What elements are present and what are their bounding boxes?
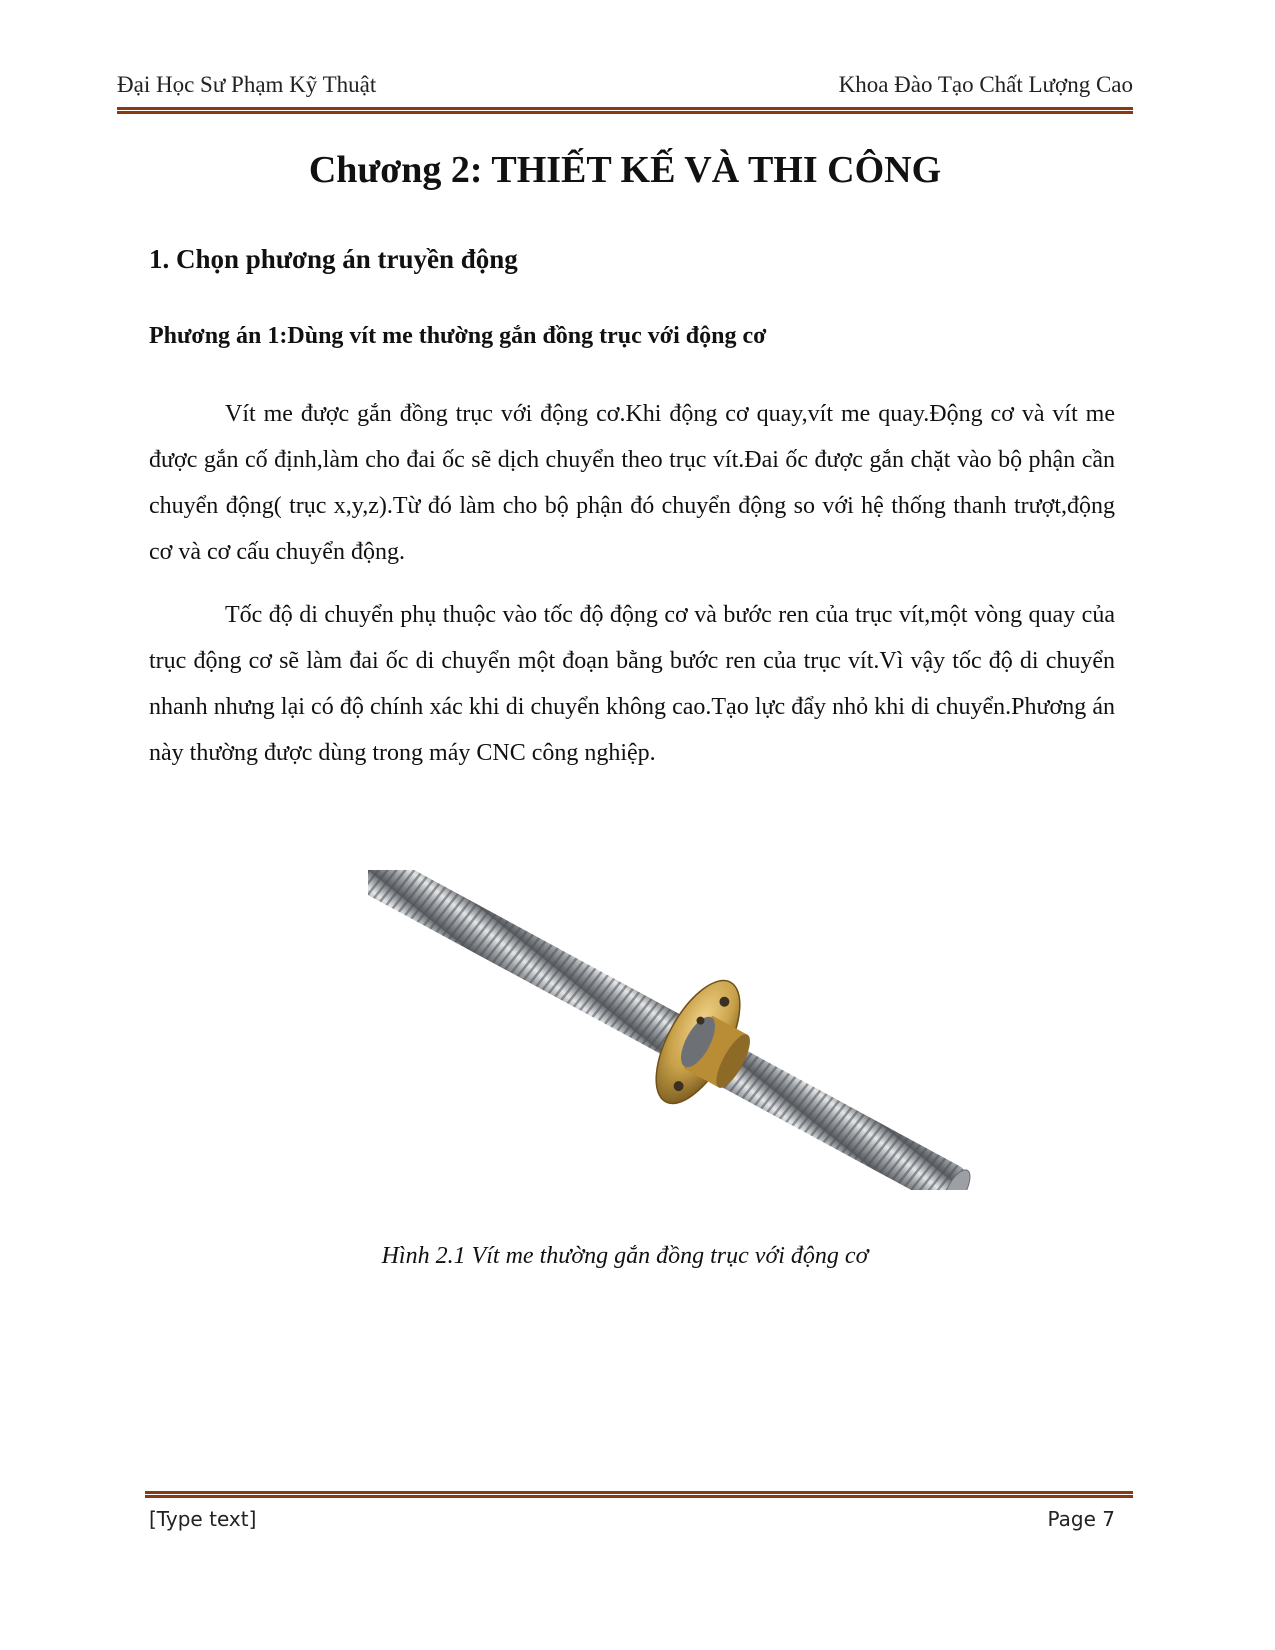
lead-screw-figure xyxy=(368,870,988,1190)
section-title: 1. Chọn phương án truyền động xyxy=(149,244,518,274)
paragraph: Vít me được gắn đồng trục với động cơ.Khi động cơ quay,vít me quay.Động cơ và vít me được gắn cố định,làm cho đai ốc sẽ dịch chuyển theo trục vít.Đai ốc được gắn chặt vào bộ phận cần chuyển động( trục x,y,z).Từ đó làm cho bộ phận đó chuyển động so với hệ thống thanh trượt,động cơ và cơ cấu chuyển động. xyxy=(149,401,1115,565)
chapter-title: Chương 2: THIẾT KẾ VÀ THI CÔNG xyxy=(308,149,942,191)
paragraph: Tốc độ di chuyển phụ thuộc vào tốc độ động cơ và bước ren của trục vít,một vòng quay của trục động cơ sẽ làm đai ốc di chuyển một đoạn bằng bước ren của trục vít.Vì vậy tốc độ di chuyển nhanh nhưng lại có độ chính xác khi di chuyển không cao.Tạo lực đẩy nhỏ khi di chuyển.Phương án này thường được dùng trong máy CNC công nghiệp. xyxy=(149,602,1115,766)
page-number: Page 7 xyxy=(1047,1507,1115,1531)
page-footer xyxy=(149,1507,1115,1537)
header-divider xyxy=(117,107,1133,114)
lead-screw-image xyxy=(368,870,988,1190)
page-header xyxy=(117,72,1133,106)
footer-placeholder-text: [Type text] xyxy=(149,1507,257,1531)
footer-divider xyxy=(145,1491,1133,1498)
header-university: Đại Học Sư Phạm Kỹ Thuật xyxy=(117,72,377,97)
header-faculty: Khoa Đào Tạo Chất Lượng Cao xyxy=(838,72,1133,97)
figure-caption: Hình 2.1 Vít me thường gắn đồng trục với động cơ xyxy=(381,1243,869,1269)
subsection-title: Phương án 1:Dùng vít me thường gắn đồng trục với động cơ xyxy=(149,323,767,349)
